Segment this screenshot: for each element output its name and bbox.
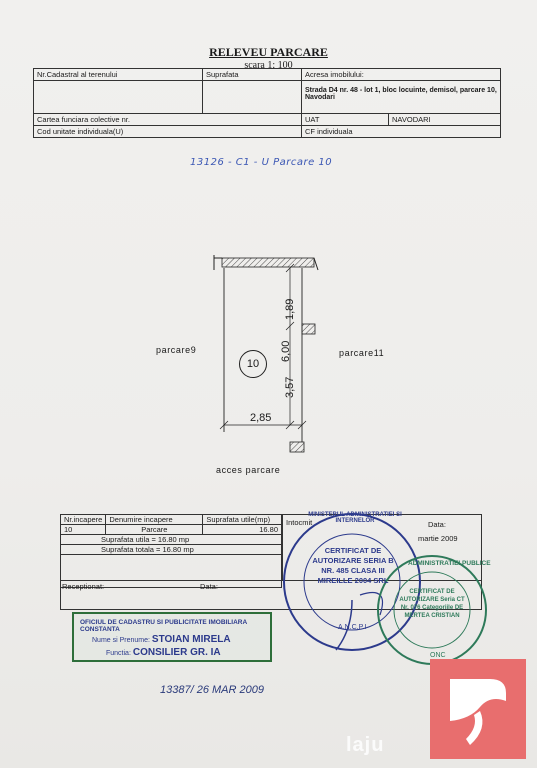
cod-unitate-label: Cod unitate individuala(U) <box>34 126 302 138</box>
dim-bottom: 3,57 <box>284 376 296 398</box>
registration-number: 13387/ 26 MAR 2009 <box>160 684 264 696</box>
handwritten-code: 13126 - C1 - U Parcare 10 <box>190 157 333 168</box>
unit-number: 10 <box>239 350 267 378</box>
ocpi-title: OFICIUL DE CADASTRU SI PUBLICITATE IMOBILIARA CONSTANTA <box>80 619 247 633</box>
data-label: Data: <box>428 520 446 529</box>
dim-total: 6,00 <box>280 340 292 362</box>
total-area: Suprafata totala = 16.80 mp <box>61 545 282 555</box>
round1-bottom: A.N.C.P.I <box>338 624 367 631</box>
round1-arc-text: MINISTERUL ADMINISTRATIEI SI INTERNELOR <box>308 512 402 524</box>
name-value: STOIAN MIRELA <box>151 634 231 645</box>
document-scale: scara 1: 100 <box>244 60 293 71</box>
ocpi-stamp <box>72 612 272 662</box>
name-label: Nume si Prenume: <box>92 637 150 644</box>
site-logo <box>430 659 526 759</box>
logo-icon <box>430 659 526 759</box>
col-denumire-header: Denumire incapere <box>106 515 203 525</box>
func-label: Functia: <box>106 650 131 657</box>
col-nr-header: Nr.incapere <box>61 515 106 525</box>
row-nr: 10 <box>61 525 106 535</box>
document-title: RELEVEU PARCARE <box>209 45 328 59</box>
dim-width: 2,85 <box>250 412 272 424</box>
cadastral-header: Nr.Cadastral al terenului <box>34 69 203 81</box>
round1-center: CERTIFICAT DE AUTORIZARE SERIA B NR. 485 CLASA III MIREILLE 2004 SRL <box>312 546 394 585</box>
access-label: acces parcare <box>216 465 281 475</box>
receptionat-data-label: Data: <box>200 582 218 591</box>
receptionat-label: Receptionat: <box>62 582 105 591</box>
carte-funciara-label: Cartea funciara colective nr. <box>34 114 302 126</box>
suprafata-value <box>203 81 302 114</box>
util-area: Suprafata utila = 16.80 mp <box>61 535 282 545</box>
right-parking-label: parcare11 <box>339 348 385 358</box>
cf-individuala-label: CF individuala <box>302 126 501 138</box>
round2-bottom: ONC <box>430 652 446 659</box>
intocmit-label: Intocmit <box>286 518 313 527</box>
row-suprafata: 16.80 <box>203 525 282 535</box>
dimension-lines <box>220 264 306 429</box>
col-suprafata-header: Suprafata utile(mp) <box>203 515 282 525</box>
watermark: laju <box>346 734 385 756</box>
func-value: CONSILIER GR. IA <box>132 647 221 658</box>
row-denumire: Parcare <box>106 525 203 535</box>
data-value: martie 2009 <box>418 534 458 543</box>
dim-top: 1,89 <box>284 298 296 320</box>
round2-center: CERTIFICAT DE AUTORIZARE Seria CT Nr. 076 Categoriile DE MERTEA CRISTIAN <box>399 589 465 619</box>
left-parking-label: parcare9 <box>156 345 197 355</box>
uat-value: NAVODARI <box>389 114 501 126</box>
cadastral-value <box>34 81 203 114</box>
adresa-header: Acresa imobilului: <box>302 69 501 81</box>
room-table <box>60 514 282 588</box>
uat-label: UAT <box>302 114 389 126</box>
top-wall <box>214 255 318 270</box>
info-table <box>33 68 501 138</box>
round2-arc-text: ADMINISTRATIEI PUBLICE <box>408 560 491 567</box>
address-value: Strada D4 nr. 48 - lot 1, bloc locuinte, demisol, parcare 10, Navodari <box>302 81 501 114</box>
suprafata-header: Suprafata <box>203 69 302 81</box>
